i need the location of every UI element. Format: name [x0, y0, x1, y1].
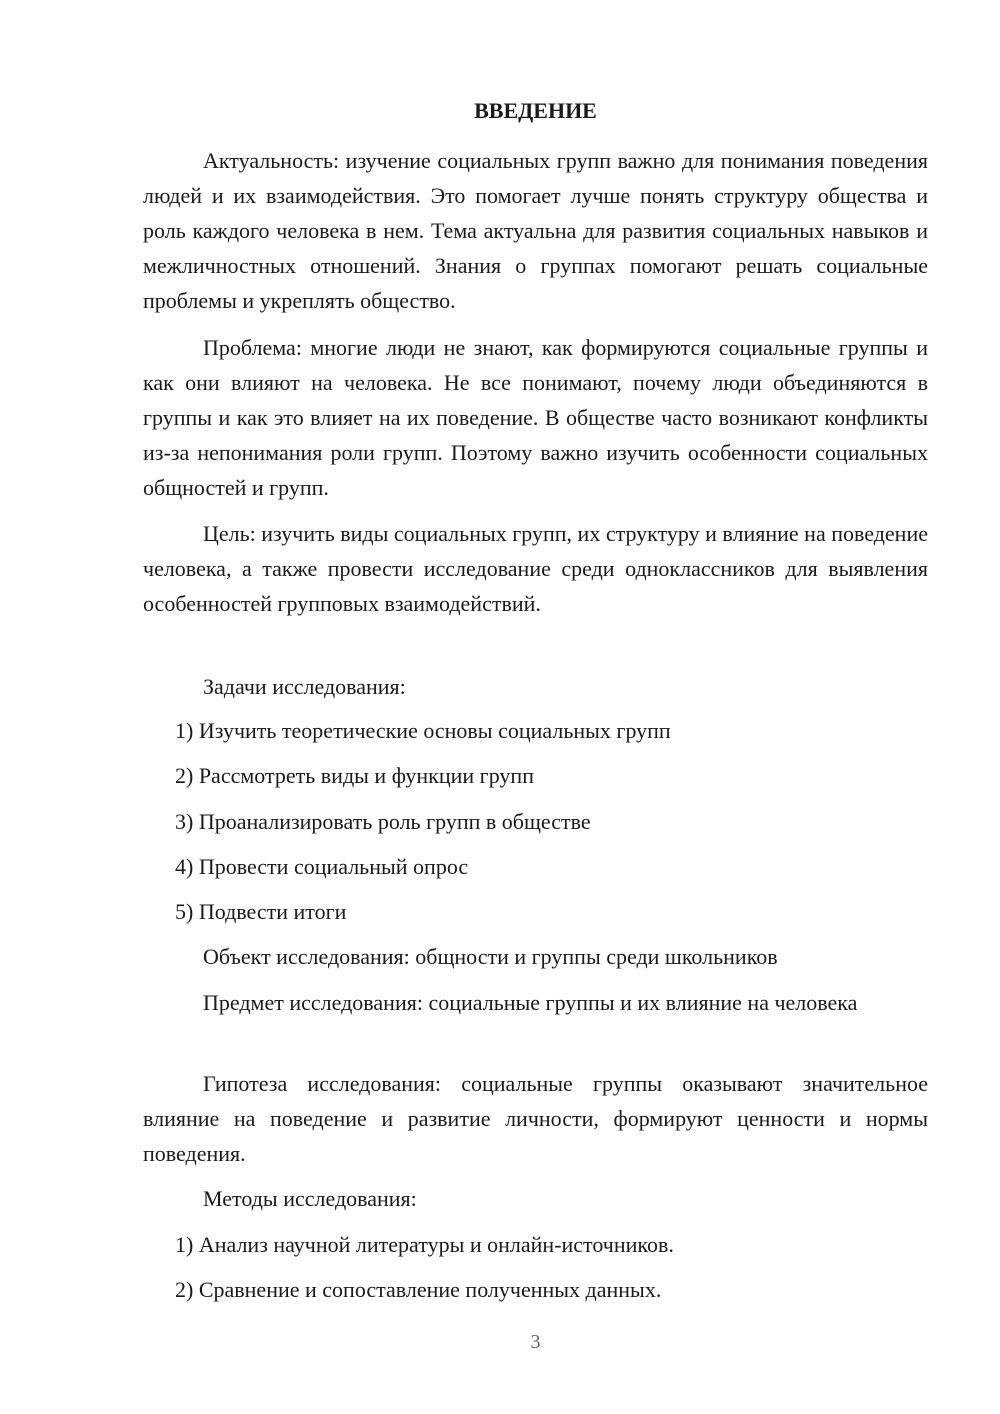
section-title: ВВЕДЕНИЕ: [474, 98, 597, 123]
method-item-2: 2) Сравнение и сопоставление полученных данных.: [175, 1277, 662, 1302]
subject-paragraph: Предмет исследования: социальные группы и их влияние на человека: [203, 990, 858, 1015]
relevance-paragraph: Актуальность: изучение социальных групп важно для понимания поведения людей и их взаимодействия. Это помогает лучше понять структуру общества и роль каждого человека в нем. Тема актуальна для развития социальных навыков и межличностных отношений. Знания о группах помогают решать социальные проблемы и укреплять общество.: [143, 148, 928, 313]
problem-paragraph: Проблема: многие люди не знают, как формируются социальные группы и как они влияют на человека. Не все понимают, почему люди объединяются в группы и как это влияет на их поведение. В обществе часто возникают конфликты из-за непонимания роли групп. Поэтому важно изучить особенности социальных общностей и групп.: [143, 335, 928, 500]
task-item-1: 1) Изучить теоретические основы социальных групп: [175, 718, 671, 743]
task-item-3: 3) Проанализировать роль групп в обществе: [175, 809, 591, 834]
goal-paragraph: Цель: изучить виды социальных групп, их структуру и влияние на поведение человека, а также провести исследование среди одноклассников для выявления особенностей групповых взаимодействий.: [143, 521, 928, 616]
document-page: [143, 0, 928, 1414]
tasks-heading: Задачи исследования:: [203, 674, 406, 699]
task-item-5: 5) Подвести итоги: [175, 899, 347, 924]
task-item-4: 4) Провести социальный опрос: [175, 854, 469, 879]
hypothesis-paragraph: Гипотеза исследования: социальные группы оказывают значительное влияние на поведение и развитие личности, формируют ценности и нормы поведения.: [143, 1071, 928, 1166]
methods-heading: Методы исследования:: [203, 1186, 417, 1211]
page-number: 3: [530, 1331, 541, 1353]
method-item-1: 1) Анализ научной литературы и онлайн-источников.: [175, 1232, 674, 1257]
task-item-2: 2) Рассмотреть виды и функции групп: [175, 763, 534, 788]
object-paragraph: Объект исследования: общности и группы среди школьников: [203, 944, 778, 969]
